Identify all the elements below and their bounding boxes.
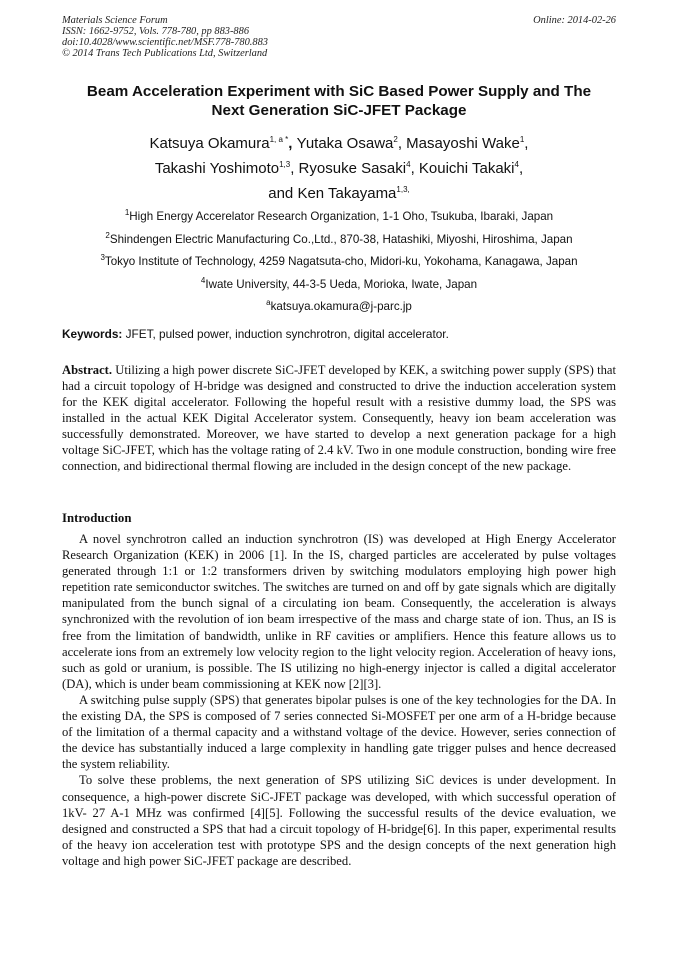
author-prefix: and (268, 185, 298, 202)
email-address[interactable]: katsuya.okamura@j-parc.jp (270, 300, 412, 314)
author-name: Masayoshi Wake (406, 135, 520, 152)
affiliation (30, 274, 648, 297)
keywords-label: Keywords: (62, 327, 123, 341)
title-line: Beam Acceleration Experiment with SiC Based Power Supply and The (86, 83, 592, 100)
author-name: Takashi Yoshimoto (154, 160, 280, 177)
affiliation-list (30, 206, 648, 319)
author-line (40, 131, 638, 156)
affiliation-text: Iwate University, 44-3-5 Ueda, Morioka, Iwate, Japan (205, 277, 478, 291)
title-line: Next Generation SiC-JFET Package (211, 102, 467, 119)
author-sep: , (524, 135, 529, 152)
author-name: Ken Takayama (297, 185, 397, 202)
author-name: Ryosuke Sasaki (298, 160, 407, 177)
email-sup: a (266, 298, 271, 308)
author-sep: , (410, 160, 419, 177)
affiliation (30, 229, 648, 252)
body-paragraph: To solve these problems, the next generation of SPS utilizing SiC devices is under development. In consequence, a high-power discrete SiC-JFET package was developed, with which successful operation of 1kV- 27 A-1 MHz was confirmed [4][5]. Following the successful results of the device evaluation, we designed and constructed a SPS that had a circuit topology of H-bridge[6]. In this paper, experimental results of the heavy ion acceleration test with prototype SPS and the design concepts of the next generation high voltage and high power SiC-JFET package are described. (62, 773, 616, 868)
section-heading-introduction: Introduction (62, 511, 132, 525)
affiliation-sup: 2 (105, 230, 110, 240)
copyright-line: © 2014 Trans Tech Publications Ltd, Switzerland (62, 48, 268, 59)
author-line (40, 156, 638, 181)
author-sep: , (290, 160, 299, 177)
keywords-text: JFET, pulsed power, induction synchrotron, digital accelerator. (122, 327, 449, 341)
affiliation-text: Tokyo Institute of Technology, 4259 Nagatsuta-cho, Midori-ku, Yokohama, Kanagawa, Japan (104, 255, 578, 269)
journal-header (62, 15, 268, 59)
keywords (62, 327, 622, 342)
author-affil-sup: 4 (514, 160, 519, 169)
author-sep: , (288, 135, 297, 152)
author-affil-sup: 1 (519, 135, 525, 144)
affiliation-sup: 4 (200, 275, 206, 285)
affiliation-sup: 1 (124, 208, 130, 218)
author-sep: , (518, 160, 524, 177)
affiliation-text: Shindengen Electric Manufacturing Co.,Ltd., 870-38, Hatashiki, Miyoshi, Hiroshima, Japan (109, 232, 573, 246)
issn-line: ISSN: 1662-9752, Vols. 778-780, pp 883-886 (62, 26, 250, 37)
author-name: Yutaka Osawa (296, 135, 394, 152)
abstract-text: Utilizing a high power discrete SiC-JFET developed by KEK, a switching power supply (SPS) that had a circuit topology of H-bridge was designed and constructed to drive the induction acceleration system for the KEK digital accelerator. Following the hopeful result with a resistive dummy load, the SPS was installed in the actual KEK Digital Accelerator system. Consequently, heavy ion beam acceleration was successfully demonstrated. Moreover, we have started to develop a next generation package for a high voltage SiC-JFET, which has the voltage rating of 2.4 kV. Two in one module construction, bonding wire free connection, and bidirectional thermal flowing are included in the design concept of the new package. (62, 363, 616, 473)
abstract-label: Abstract. (62, 363, 113, 377)
author-affil-sup: 4 (406, 160, 411, 169)
abstract (62, 362, 616, 474)
author-affil-sup: 2 (393, 135, 398, 144)
body-paragraph: A switching pulse supply (SPS) that generates bipolar pulses is one of the key technologies for the DA. In the existing DA, the SPS is composed of 7 series connected Si-MOSFET per one arm of a H-bridge because of the limitation of a thermal capacity and a withstand voltage of the device. However, series connection of the device has substantially induced a large complexity in handling gate trigger pulses and hence decreased the system reliability. (62, 692, 616, 772)
author-list (40, 131, 638, 206)
author-affil-sup: 1,3, (396, 185, 410, 194)
introduction-body (62, 531, 616, 869)
body-paragraph: A novel synchrotron called an induction synchrotron (IS) was developed at High Energy Accelerator Research Organization (KEK) in 2006 [1]. In the IS, charged particles are accelerated by pulse voltages generated through 1:1 or 1:2 transformers driven by switching modulators employing high power high repetition rate semiconductor switches. The switches are turned on and off by gate signals which are digitally manipulated from the bunch signal of a circulating ion beam. Consequently, the acceleration is always synchronized with the revolution of ion beam irrespective of the mass and charge state of ion. Thus, an IS is free from the limitation of bandwidth, unlike in RF cavities or amplifiers. Hence this feature allows us to accelerate ions from an extremely low velocity region to the light velocity region. Acceleration of heavy ions, such as gold or uranium, is possible. The IS utilizing no high-energy injector is called a digital accelerator (DA), which is under beam commissioning at KEK now [2][3]. (62, 532, 616, 691)
journal-name: Materials Science Forum (62, 15, 168, 26)
email-line (30, 296, 648, 319)
author-line (40, 181, 638, 206)
affiliation-text: High Energy Accerelator Research Organization, 1-1 Oho, Tsukuba, Ibaraki, Japan (129, 210, 554, 223)
online-date: Online: 2014-02-26 (533, 15, 616, 26)
affiliation (30, 206, 648, 229)
author-name: Katsuya Okamura (149, 135, 270, 152)
doi-line: doi:10.4028/www.scientific.net/MSF.778-780.883 (62, 37, 268, 48)
author-name: Kouichi Takaki (418, 160, 515, 177)
author-affil-sup: 1, a * (269, 135, 289, 144)
affiliation-sup: 3 (100, 253, 105, 263)
author-affil-sup: 1,3 (279, 160, 291, 169)
paper-title (40, 82, 638, 120)
affiliation (30, 251, 648, 274)
author-sep: , (397, 135, 407, 152)
